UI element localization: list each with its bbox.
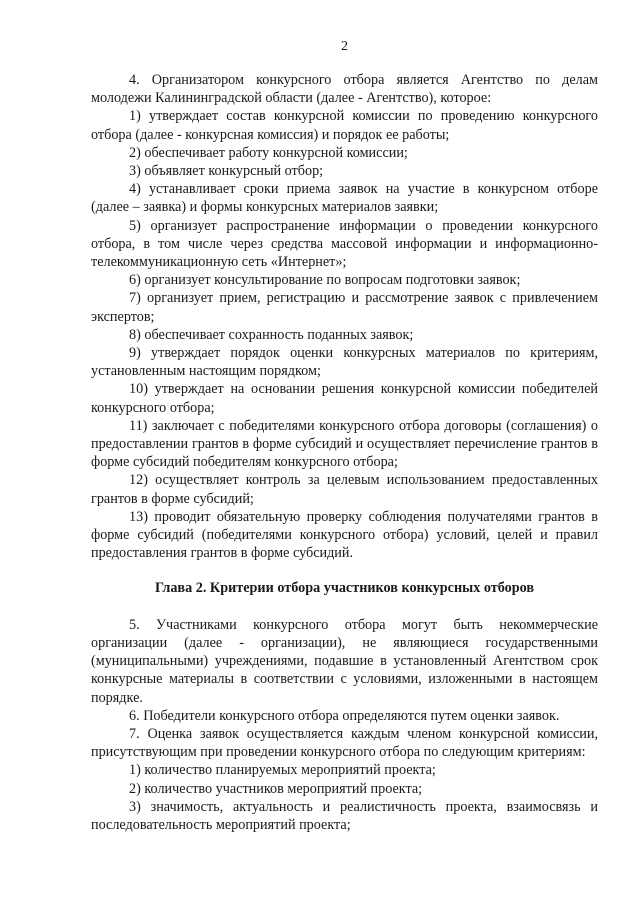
list-item-6: 6) организует консультирование по вопросам подготовки заявок;	[129, 272, 521, 289]
criteria-item-2: 2) количество участников мероприятий проекта;	[129, 780, 423, 797]
list-item-2: 2) обеспечивает работу конкурсной комиссии;	[129, 144, 408, 161]
list-item-11: 11) заключает с победителями конкурсного отбора договоры (соглашения) о предоставлении грантов в форме субсидий и осуществляет перечисление грантов в форме субсидий победителям конкурсного отбора;	[91, 417, 598, 471]
paragraph-4-intro: 4. Организатором конкурсного отбора является Агентство по делам молодежи Калининградской области (далее - Агентство), которое:	[91, 72, 598, 107]
list-item-12: 12) осуществляет контроль за целевым использованием предоставленных грантов в форме субсидий;	[91, 472, 598, 507]
chapter-heading: Глава 2. Критерии отбора участников конкурсных отборов	[154, 580, 535, 597]
list-item-3: 3) объявляет конкурсный отбор;	[129, 163, 324, 180]
paragraph-5: 5. Участниками конкурсного отбора могут быть некоммерческие организации (далее - организации), не являющиеся государственными (муниципальными) учреждениями, подавшие в установленный Агентством срок конкурсные материалы в соответствии с условиями, изложенными в настоящем порядке.	[91, 616, 598, 706]
criteria-item-3: 3) значимость, актуальность и реалистичность проекта, взаимосвязь и последовательность мероприятий проекта;	[91, 798, 598, 833]
list-item-9: 9) утверждает порядок оценки конкурсных материалов по критериям, установленным настоящим порядком;	[91, 345, 598, 380]
paragraph-7: 7. Оценка заявок осуществляется каждым членом конкурсной комиссии, присутствующим при проведении конкурсного отбора по следующим критериям:	[91, 725, 598, 761]
section-selection-criteria	[91, 616, 598, 834]
list-item-5: 5) организует распространение информации о проведении конкурсного отбора, в том числе через средства массовой информации и информационно-телекоммуникационную сеть «Интернет»;	[91, 217, 598, 271]
list-item-4: 4) устанавливает сроки приема заявок на участие в конкурсном отборе (далее – заявка) и формы конкурсных материалов заявки;	[91, 181, 598, 216]
list-item-13: 13) проводит обязательную проверку соблюдения получателями грантов в форме субсидий (победителями конкурсного отбора) условий, целей и правил предоставления грантов в форме субсидий.	[91, 508, 598, 562]
section-organizer-functions	[91, 71, 598, 562]
criteria-item-1: 1) количество планируемых мероприятий проекта;	[129, 762, 436, 779]
list-item-10: 10) утверждает на основании решения конкурсной комиссии победителей конкурсного отбора;	[91, 381, 598, 416]
list-item-1: 1) утверждает состав конкурсной комиссии по проведению конкурсного отбора (далее - конкурсная комиссия) и порядок ее работы;	[91, 108, 598, 143]
paragraph-6: 6. Победители конкурсного отбора определяются путем оценки заявок.	[129, 707, 560, 724]
list-item-7: 7) организует прием, регистрацию и рассмотрение заявок с привлечением экспертов;	[91, 290, 598, 325]
document-body	[91, 71, 598, 834]
list-item-8: 8) обеспечивает сохранность поданных заявок;	[129, 326, 414, 343]
page-number: 2	[341, 39, 348, 54]
